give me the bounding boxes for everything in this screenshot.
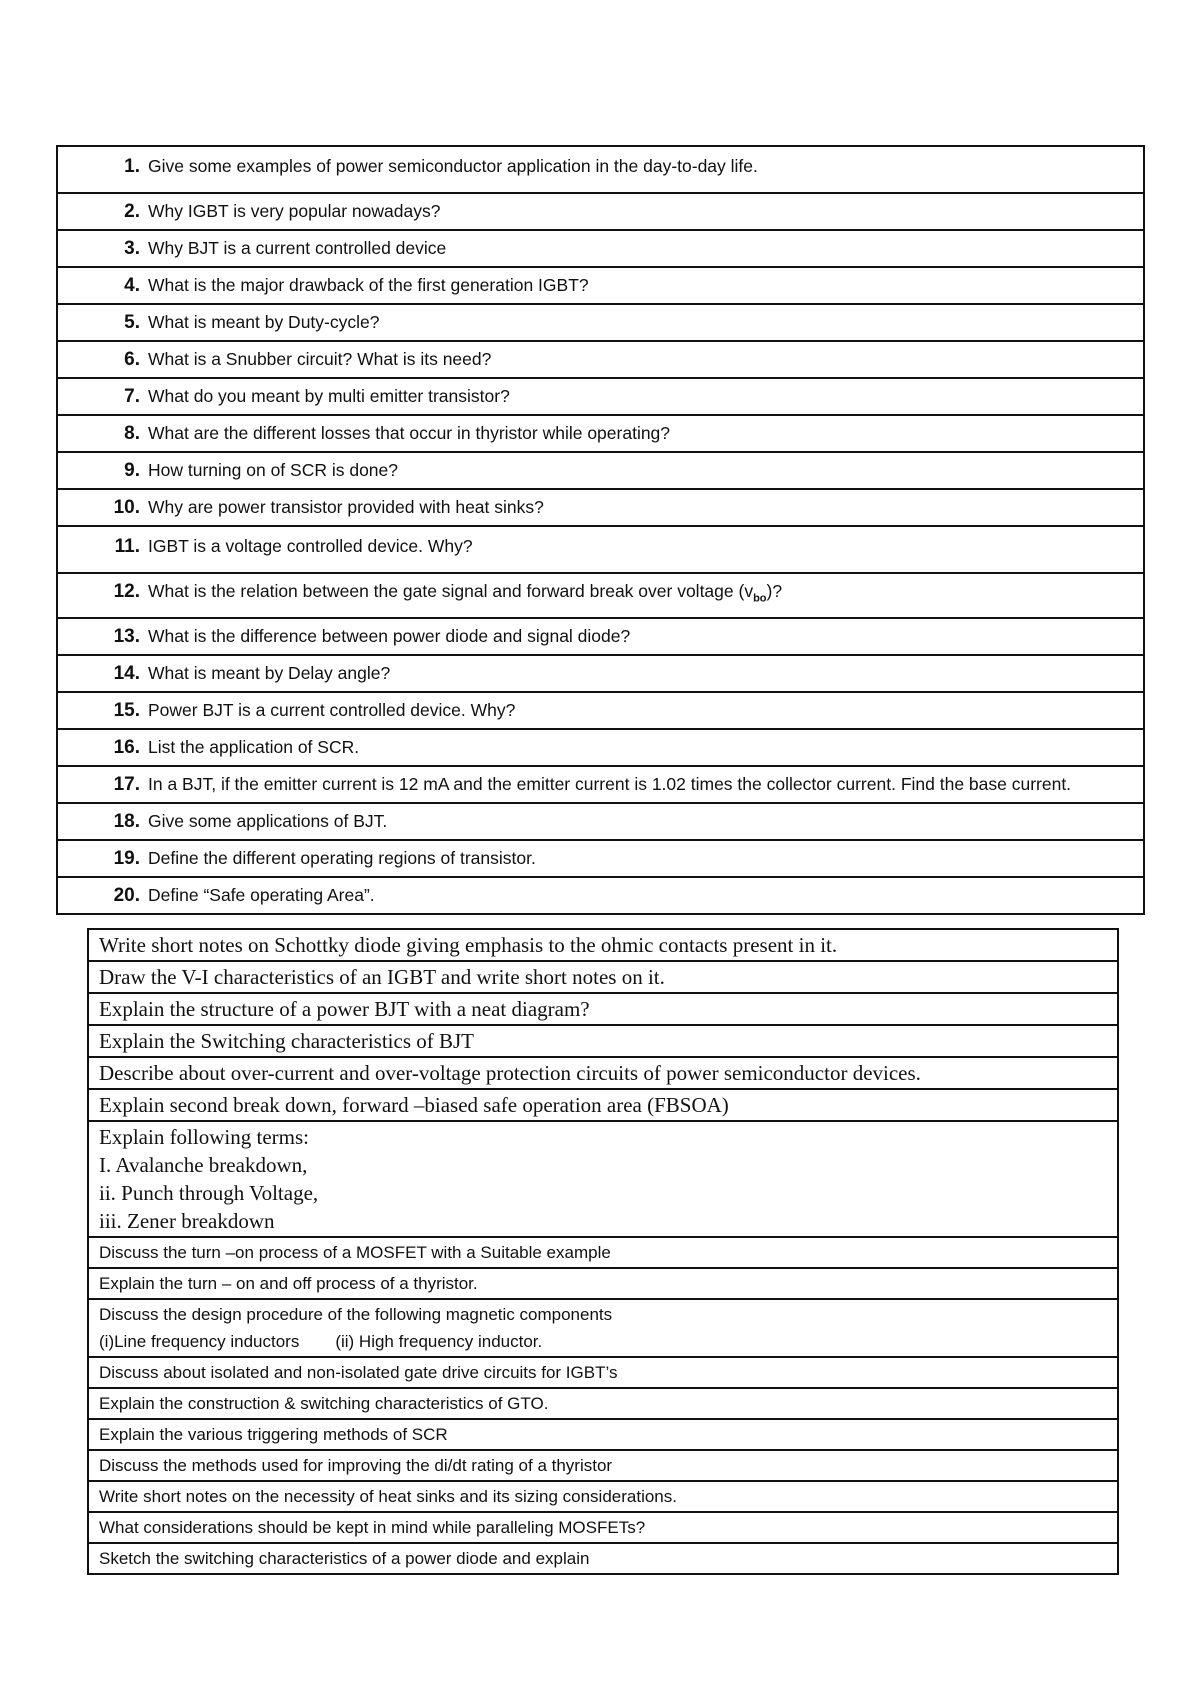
question-text: Explain the various triggering methods of SCR bbox=[88, 1419, 1118, 1450]
table-row bbox=[88, 1388, 1118, 1419]
question-number: 15. bbox=[113, 699, 140, 721]
question-subparts bbox=[99, 1328, 1107, 1355]
question-text: Why are power transistor provided with heat sinks? bbox=[148, 497, 544, 517]
question-text: Write short notes on the necessity of heat sinks and its sizing considerations. bbox=[88, 1481, 1118, 1512]
table-row bbox=[57, 618, 1144, 655]
question-line: iii. Zener breakdown bbox=[99, 1209, 275, 1233]
question-text: Define the different operating regions of transistor. bbox=[148, 847, 536, 868]
question-number: 5. bbox=[124, 312, 140, 333]
question-number: 13. bbox=[113, 625, 140, 647]
question-text: Why IGBT is very popular nowadays? bbox=[148, 201, 441, 221]
table-row bbox=[57, 655, 1144, 692]
question-text: How turning on of SCR is done? bbox=[148, 460, 398, 480]
question-number: 6. bbox=[124, 349, 140, 370]
question-text: What is a Snubber circuit? What is its need? bbox=[148, 349, 492, 369]
question-text-part: What is the relation between the gate signal and forward break over voltage (v bbox=[148, 581, 754, 601]
question-number: 19. bbox=[113, 847, 140, 869]
table-row bbox=[57, 193, 1144, 230]
long-questions-table bbox=[87, 928, 1119, 1575]
question-text: Give some examples of power semiconductor application in the day-to-day life. bbox=[148, 156, 758, 176]
question-text: What is the major drawback of the first generation IGBT? bbox=[148, 275, 589, 295]
question-text: Draw the V-I characteristics of an IGBT and write short notes on it. bbox=[88, 961, 1118, 993]
question-text: Explain second break down, forward –biased safe operation area (FBSOA) bbox=[88, 1089, 1118, 1121]
table-row bbox=[57, 692, 1144, 729]
table-row bbox=[88, 993, 1118, 1025]
table-row bbox=[57, 452, 1144, 489]
question-text: In a BJT, if the emitter current is 12 mA and the emitter current is 1.02 times the collector current. Find the base current. bbox=[148, 773, 1072, 794]
question-line: I. Avalanche breakdown, bbox=[99, 1153, 308, 1177]
question-text: Discuss about isolated and non-isolated gate drive circuits for IGBT’s bbox=[88, 1357, 1118, 1388]
question-text: Write short notes on Schottky diode giving emphasis to the ohmic contacts present in it. bbox=[88, 929, 1118, 961]
table-row bbox=[88, 1543, 1118, 1574]
table-row bbox=[57, 146, 1144, 193]
question-number: 1. bbox=[124, 156, 140, 177]
question-text bbox=[88, 1299, 1118, 1357]
question-text: IGBT is a voltage controlled device. Why? bbox=[148, 536, 473, 556]
question-text: Give some applications of BJT. bbox=[148, 810, 388, 831]
table-row bbox=[57, 378, 1144, 415]
question-text: Discuss the methods used for improving the di/dt rating of a thyristor bbox=[88, 1450, 1118, 1481]
table-row bbox=[88, 1357, 1118, 1388]
question-text: What is meant by Duty-cycle? bbox=[148, 312, 380, 332]
question-text-part: )? bbox=[766, 581, 783, 601]
table-row bbox=[57, 230, 1144, 267]
table-row bbox=[57, 573, 1144, 618]
table-row bbox=[88, 1419, 1118, 1450]
table-row bbox=[57, 526, 1144, 573]
table-row bbox=[88, 961, 1118, 993]
question-number: 18. bbox=[113, 810, 140, 832]
question-number: 11. bbox=[114, 536, 140, 557]
question-text: Explain the structure of a power BJT with a neat diagram? bbox=[88, 993, 1118, 1025]
table-row bbox=[57, 803, 1144, 840]
question-line: ii. Punch through Voltage, bbox=[99, 1181, 319, 1205]
question-number: 10. bbox=[113, 497, 140, 518]
table-row bbox=[88, 1512, 1118, 1543]
table-row bbox=[57, 341, 1144, 378]
table-row bbox=[88, 1450, 1118, 1481]
question-line: Explain following terms: bbox=[99, 1125, 309, 1149]
question-text: List the application of SCR. bbox=[148, 736, 360, 757]
short-questions-table bbox=[56, 145, 1145, 915]
question-text: Discuss the turn –on process of a MOSFET with a Suitable example bbox=[88, 1237, 1118, 1268]
table-row bbox=[57, 489, 1144, 526]
question-number: 3. bbox=[124, 238, 140, 259]
question-line: Discuss the design procedure of the following magnetic components bbox=[99, 1305, 613, 1324]
table-row bbox=[88, 1268, 1118, 1299]
question-number: 14. bbox=[113, 662, 140, 684]
table-row bbox=[57, 877, 1144, 914]
question-number: 17. bbox=[113, 773, 140, 795]
question-text: What is meant by Delay angle? bbox=[148, 662, 391, 683]
table-row bbox=[88, 1237, 1118, 1268]
question-text bbox=[88, 1121, 1118, 1237]
question-text: Explain the construction & switching characteristics of GTO. bbox=[88, 1388, 1118, 1419]
table-row bbox=[88, 929, 1118, 961]
question-number: 16. bbox=[113, 736, 140, 758]
question-number: 7. bbox=[124, 386, 140, 407]
question-text: Power BJT is a current controlled device. Why? bbox=[148, 699, 516, 720]
question-text: What is the difference between power diode and signal diode? bbox=[148, 625, 631, 646]
table-row bbox=[88, 1481, 1118, 1512]
question-text: What are the different losses that occur in thyristor while operating? bbox=[148, 423, 671, 443]
table-row bbox=[57, 840, 1144, 877]
table-row bbox=[88, 1057, 1118, 1089]
table-row bbox=[57, 766, 1144, 803]
table-row bbox=[88, 1121, 1118, 1237]
table-row bbox=[57, 415, 1144, 452]
question-text: Sketch the switching characteristics of a power diode and explain bbox=[88, 1543, 1118, 1574]
question-text: Explain the turn – on and off process of a thyristor. bbox=[88, 1268, 1118, 1299]
question-number: 20. bbox=[113, 884, 140, 906]
table-row bbox=[88, 1299, 1118, 1357]
table-row bbox=[88, 1089, 1118, 1121]
question-text: Why BJT is a current controlled device bbox=[148, 238, 447, 258]
question-text: Define “Safe operating Area”. bbox=[148, 884, 375, 905]
table-row bbox=[57, 267, 1144, 304]
question-text bbox=[148, 578, 1131, 613]
question-number: 9. bbox=[124, 460, 140, 481]
table-row bbox=[57, 304, 1144, 341]
subpart-item: (ii) High frequency inductor. bbox=[335, 1332, 543, 1351]
question-text: What considerations should be kept in mind while paralleling MOSFETs? bbox=[88, 1512, 1118, 1543]
subscript-bo: bo bbox=[753, 592, 767, 605]
question-text: What do you meant by multi emitter transistor? bbox=[148, 386, 510, 406]
question-number: 4. bbox=[124, 275, 140, 296]
question-number: 8. bbox=[124, 423, 140, 444]
subpart-item: (i)Line frequency inductors bbox=[99, 1332, 300, 1351]
question-text: Explain the Switching characteristics of BJT bbox=[88, 1025, 1118, 1057]
table-row bbox=[88, 1025, 1118, 1057]
question-number: 12. bbox=[113, 581, 140, 602]
table-row bbox=[57, 729, 1144, 766]
question-number: 2. bbox=[124, 201, 140, 222]
question-text: Describe about over-current and over-voltage protection circuits of power semiconductor devices. bbox=[88, 1057, 1118, 1089]
